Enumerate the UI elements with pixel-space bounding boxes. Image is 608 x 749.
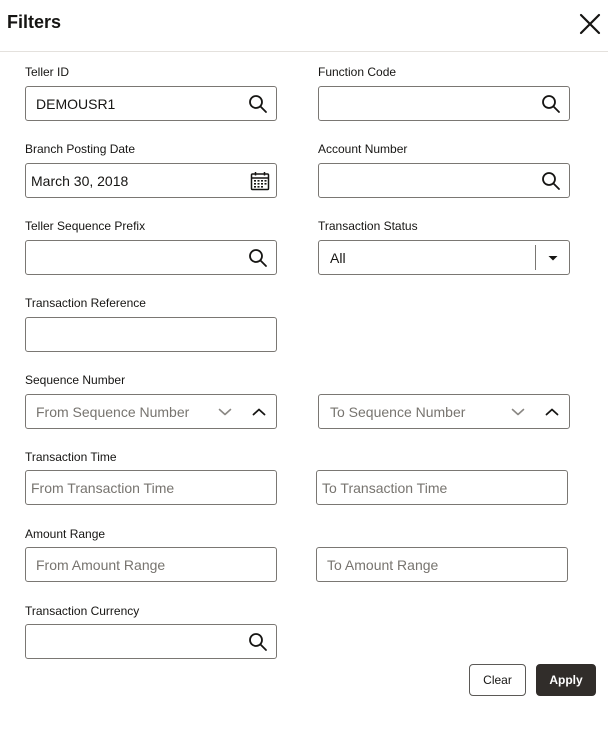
to-sequence-number-input[interactable]	[318, 394, 570, 429]
search-icon[interactable]	[541, 94, 561, 114]
teller-sequence-prefix-input[interactable]	[25, 240, 277, 275]
dialog-title: Filters	[7, 12, 62, 32]
to-amount-range-placeholder: To Amount Range	[327, 557, 439, 573]
transaction-status-label: Transaction Status	[318, 219, 418, 233]
account-number-input[interactable]	[318, 163, 570, 198]
close-icon[interactable]	[578, 12, 602, 36]
teller-id-value: DEMOUSR1	[36, 96, 116, 112]
transaction-status-select[interactable]	[318, 240, 570, 275]
teller-sequence-prefix-label: Teller Sequence Prefix	[25, 219, 146, 233]
caret-down-icon[interactable]	[543, 248, 563, 268]
chevron-down-icon[interactable]	[508, 402, 528, 422]
branch-posting-date-label: Branch Posting Date	[25, 142, 136, 156]
amount-range-label: Amount Range	[25, 527, 106, 541]
from-transaction-time-input[interactable]	[25, 470, 277, 505]
dialog-header	[0, 0, 608, 52]
account-number-label: Account Number	[318, 142, 408, 156]
chevron-up-icon[interactable]	[542, 402, 562, 422]
transaction-reference-label: Transaction Reference	[25, 296, 146, 310]
from-amount-range-input[interactable]	[25, 547, 277, 582]
transaction-currency-input[interactable]	[25, 624, 277, 659]
search-icon[interactable]	[248, 632, 268, 652]
function-code-input[interactable]	[318, 86, 570, 121]
clear-button[interactable]: Clear	[469, 664, 526, 696]
apply-button[interactable]: Apply	[536, 664, 596, 696]
search-icon[interactable]	[541, 171, 561, 191]
from-amount-range-placeholder: From Amount Range	[36, 557, 166, 573]
from-sequence-number-input[interactable]	[25, 394, 277, 429]
teller-id-label: Teller ID	[25, 65, 70, 79]
transaction-time-label: Transaction Time	[25, 450, 117, 464]
branch-posting-date-input[interactable]	[25, 163, 277, 198]
select-divider	[535, 245, 536, 270]
function-code-label: Function Code	[318, 65, 397, 79]
from-sequence-number-placeholder: From Sequence Number	[36, 404, 190, 420]
to-transaction-time-input[interactable]	[316, 470, 568, 505]
sequence-number-label: Sequence Number	[25, 373, 126, 387]
to-amount-range-input[interactable]	[316, 547, 568, 582]
teller-id-input[interactable]	[25, 86, 277, 121]
from-transaction-time-placeholder: From Transaction Time	[31, 480, 175, 496]
transaction-currency-label: Transaction Currency	[25, 604, 140, 618]
transaction-status-value: All	[330, 250, 346, 266]
transaction-reference-input[interactable]	[25, 317, 277, 352]
to-transaction-time-placeholder: To Transaction Time	[322, 480, 448, 496]
to-sequence-number-placeholder: To Sequence Number	[330, 404, 466, 420]
chevron-down-icon[interactable]	[215, 402, 235, 422]
search-icon[interactable]	[248, 248, 268, 268]
branch-posting-date-value: March 30, 2018	[31, 173, 129, 189]
calendar-icon[interactable]	[250, 171, 270, 191]
search-icon[interactable]	[248, 94, 268, 114]
chevron-up-icon[interactable]	[249, 402, 269, 422]
